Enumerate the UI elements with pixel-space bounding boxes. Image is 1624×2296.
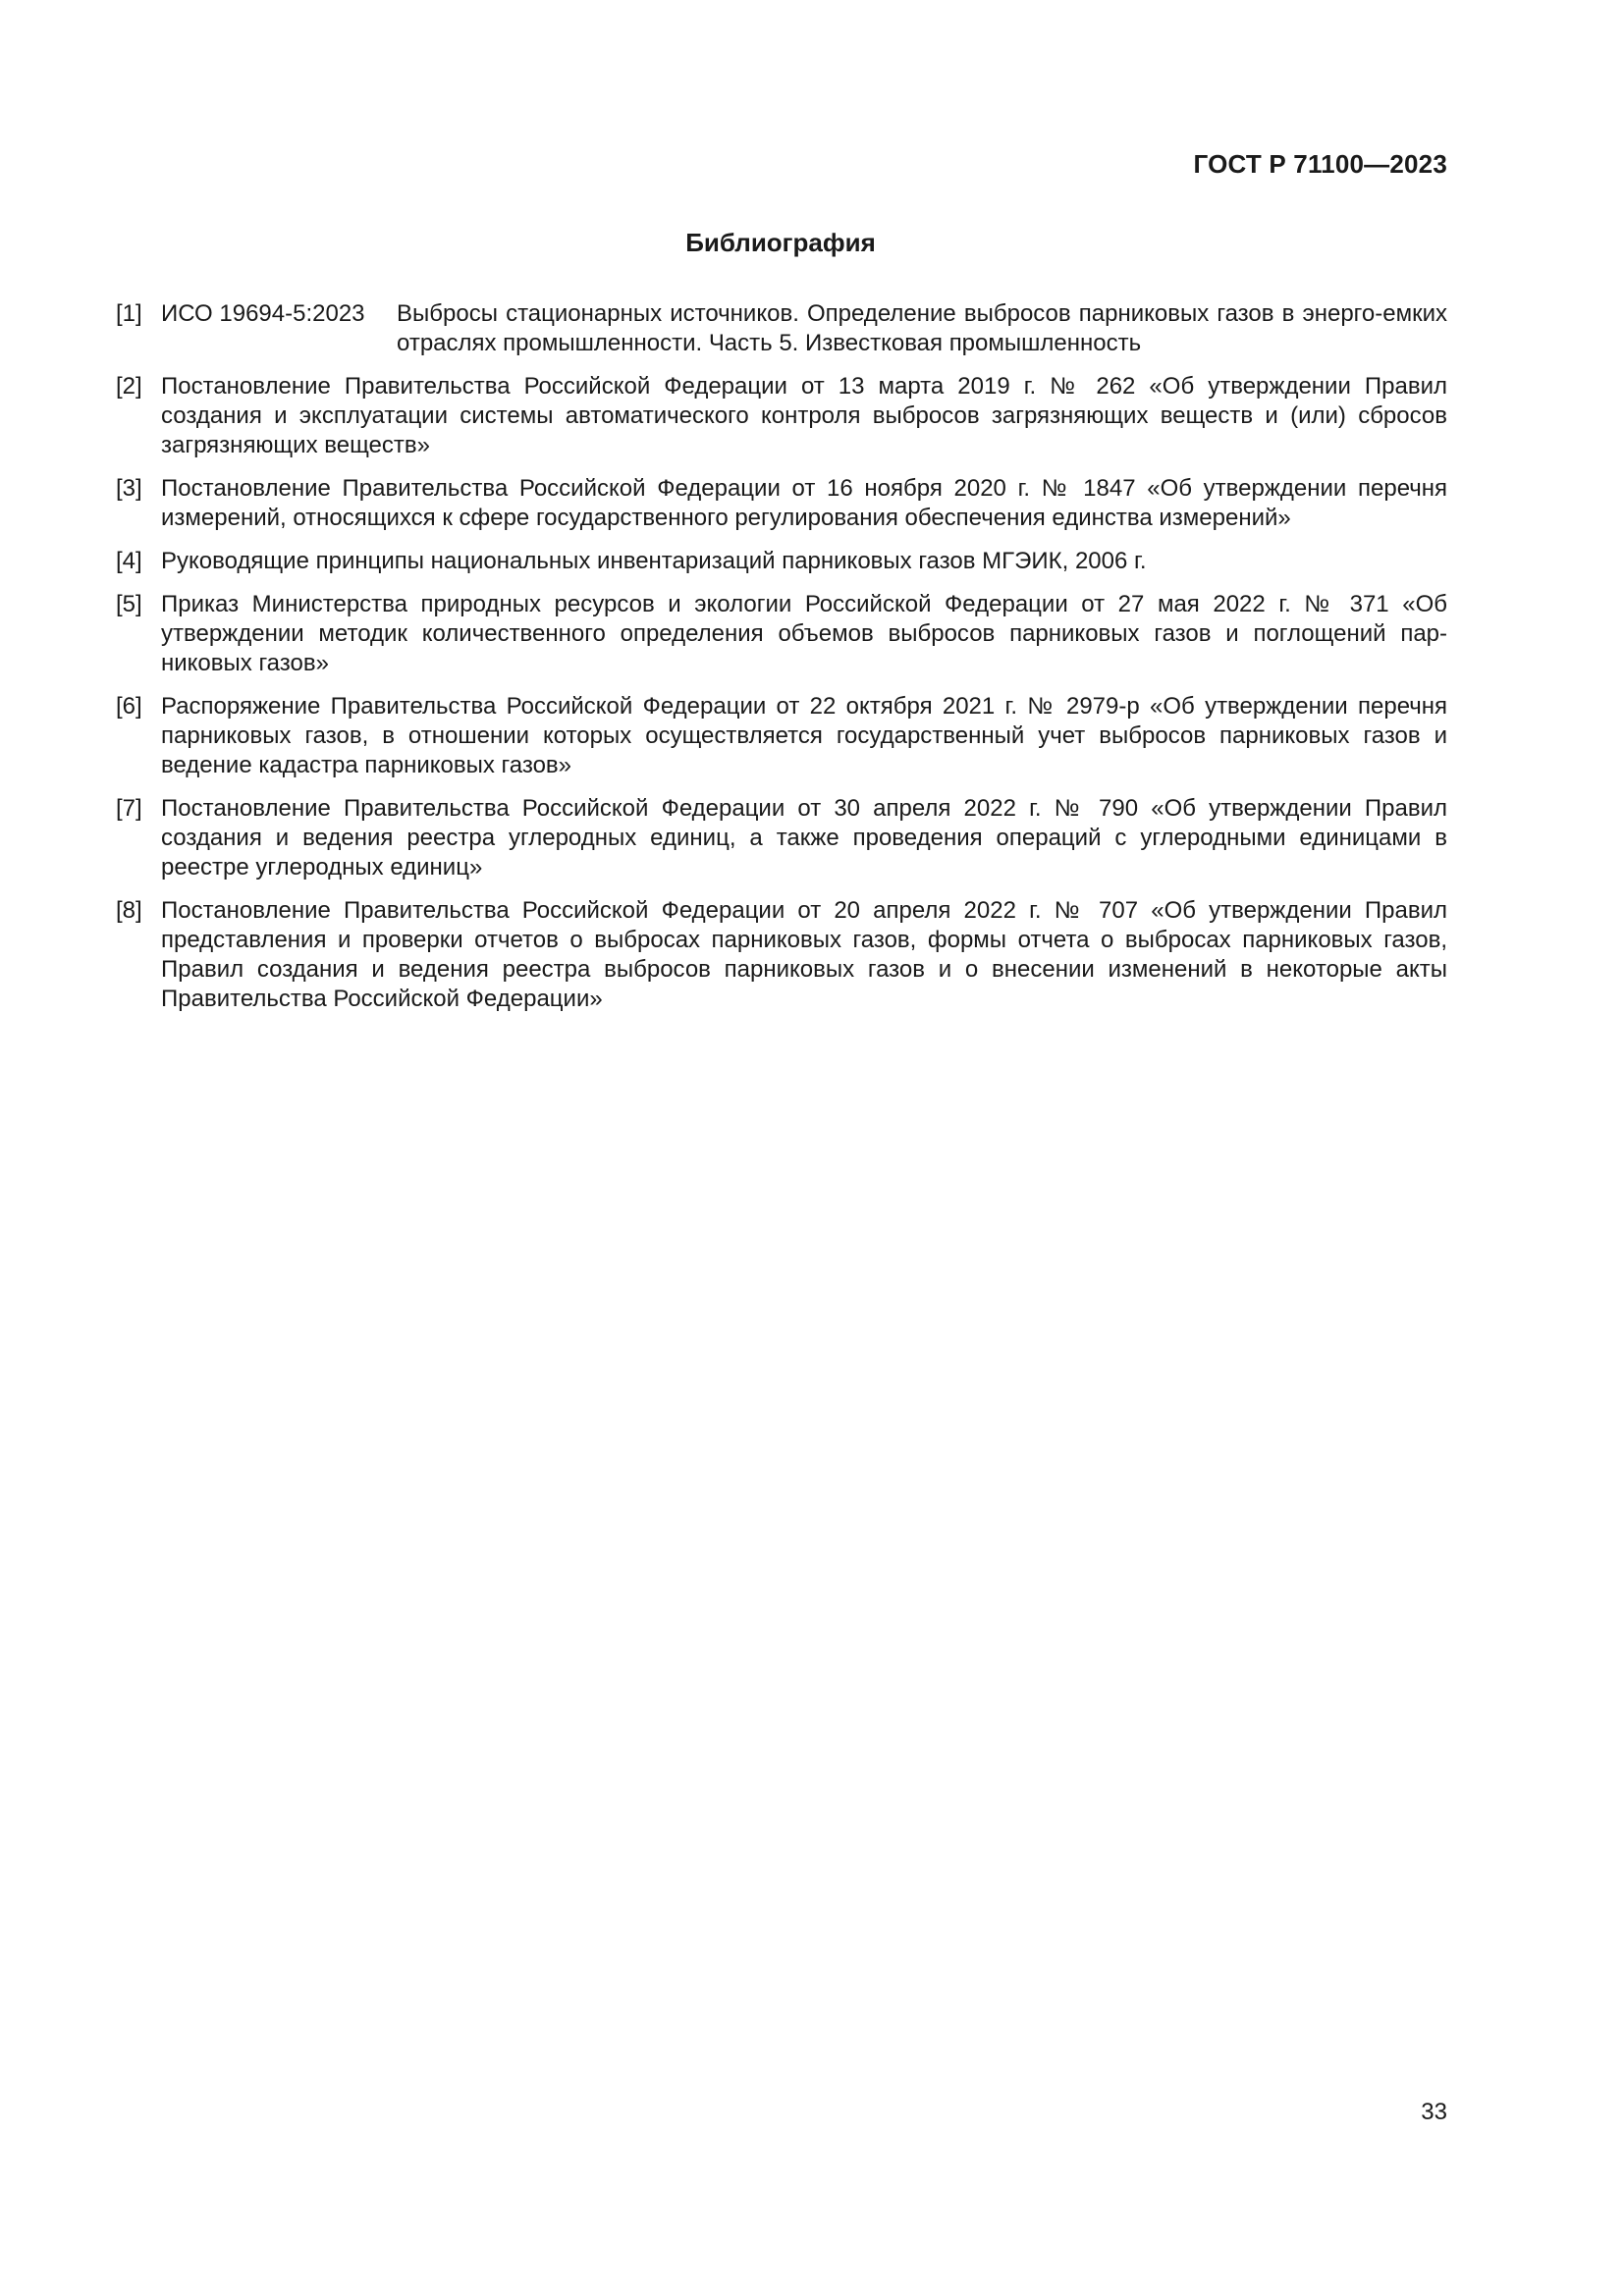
section-title: Библиография bbox=[685, 228, 876, 257]
bibliography-entry bbox=[116, 692, 1447, 780]
bibliography-entry bbox=[116, 372, 1447, 460]
entry-text: Постановление Правительства Российской Федерации от 16 ноября 2020 г. № 1847 «Об утверждении перечня измерений, относящихся к сфере государственного регулирования обеспечения единства измерений» bbox=[161, 475, 1447, 531]
bibliography-entry bbox=[116, 896, 1447, 1014]
entry-text: Постановление Правительства Российской Федерации от 13 марта 2019 г. № 262 «Об утверждении Правил создания и эксплуатации системы автоматического контроля выбросов загрязняющих веществ и (или) сбросов загрязняющих веществ» bbox=[161, 373, 1447, 458]
entry-standard-code: ИСО 19694-5:2023 bbox=[161, 300, 365, 327]
entry-text: Постановление Правительства Российской Федерации от 20 апреля 2022 г. № 707 «Об утверждении Правил представления и проверки отчетов о выбросах парниковых газов, формы отчета о выбросах парниковых газов, Правил создания и ведения реестра выбросов парниковых газов и о внесении изменений в некоторые акты Правительства Российской Федерации» bbox=[161, 897, 1447, 1012]
entry-text: Постановление Правительства Российской Федерации от 30 апреля 2022 г. № 790 «Об утверждении Правил создания и ведения реестра углеродных единиц, а также проведения операций с углеродными единицами в реестре углеродных единиц» bbox=[161, 795, 1447, 881]
entry-text: Распоряжение Правительства Российской Федерации от 22 октября 2021 г. № 2979-р «Об утверждении перечня парниковых газов, в отношении которых осуществляется государственный учет выбросов парниковых газов и ведение кадастра парниковых газов» bbox=[161, 693, 1447, 778]
bibliography-entry bbox=[116, 590, 1447, 678]
document-code: ГОСТ Р 71100—2023 bbox=[1193, 149, 1447, 179]
page-number: 33 bbox=[1421, 2099, 1447, 2125]
bibliography-entry bbox=[116, 794, 1447, 882]
bibliography-entry bbox=[116, 474, 1447, 533]
entry-number: [2] bbox=[116, 373, 142, 400]
entry-number: [8] bbox=[116, 897, 142, 924]
entry-text: Приказ Министерства природных ресурсов и экологии Российской Федерации от 27 мая 2022 г. № 371 «Об утверждении методик количественного определения объемов выбросов парниковых газов и поглощений пар-никовых газов» bbox=[161, 591, 1447, 676]
entry-number: [3] bbox=[116, 475, 142, 502]
entry-number: [6] bbox=[116, 693, 142, 720]
entry-number: [4] bbox=[116, 548, 142, 574]
entry-text: Выбросы стационарных источников. Определение выбросов парниковых газов в энерго-емких отраслях промышленности. Часть 5. Известковая промышленность bbox=[397, 300, 1447, 356]
entry-number: [1] bbox=[116, 300, 142, 327]
entry-number: [7] bbox=[116, 795, 142, 822]
bibliography-entry bbox=[116, 299, 1447, 358]
bibliography-entry bbox=[116, 547, 1447, 576]
entry-number: [5] bbox=[116, 591, 142, 617]
bibliography-list bbox=[116, 299, 1447, 1028]
entry-text: Руководящие принципы национальных инвентаризаций парниковых газов МГЭИК, 2006 г. bbox=[161, 548, 1147, 574]
